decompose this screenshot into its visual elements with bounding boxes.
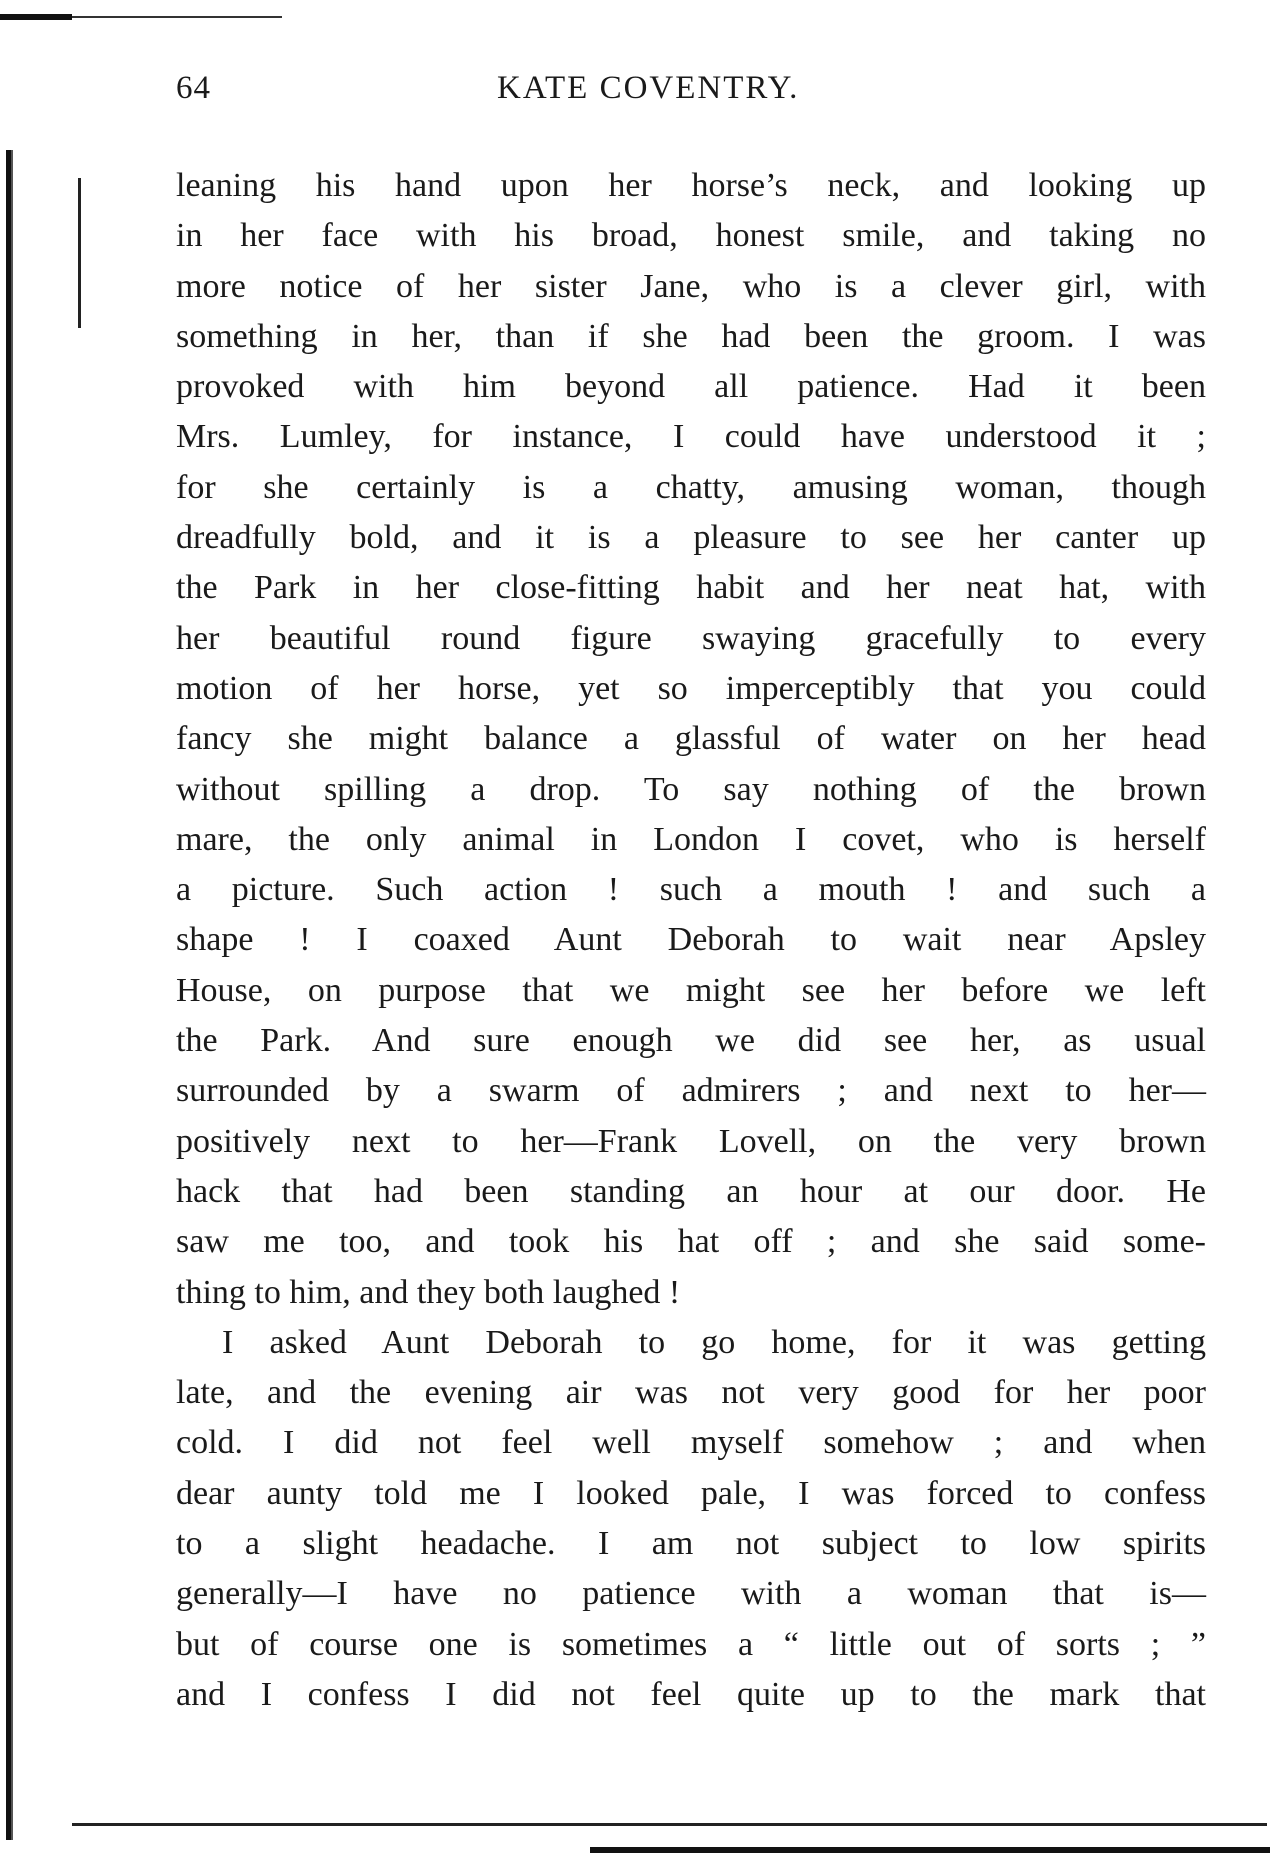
body-text: [176, 161, 1206, 1720]
text-line: without spilling a drop. To say nothing of the brown: [176, 770, 1206, 808]
text-line: motion of her horse, yet so imperceptibly that you could: [176, 669, 1206, 707]
text-line: for she certainly is a chatty, amusing woman, though: [176, 468, 1206, 506]
text-line: hack that had been standing an hour at our door. He: [176, 1172, 1206, 1210]
text-line: surrounded by a swarm of admirers ; and next to her—: [176, 1072, 1206, 1110]
text-line: in her face with his broad, honest smile, and taking no: [176, 217, 1206, 255]
text-line: a picture. Such action ! such a mouth ! and such a: [176, 871, 1206, 909]
text-line: fancy she might balance a glassful of water on her head: [176, 720, 1206, 758]
text-line: dreadfully bold, and it is a pleasure to see her canter up: [176, 519, 1206, 557]
page-number: 64: [176, 70, 211, 106]
text-line: leaning his hand upon her horse’s neck, and looking up: [176, 167, 1206, 204]
text-line: late, and the evening air was not very good for her poor: [176, 1374, 1206, 1412]
text-line: cold. I did not feel well myself somehow ; and when: [176, 1424, 1206, 1462]
paragraph-start-line: I asked Aunt Deborah to go home, for it was getting: [222, 1323, 1206, 1361]
text-line: provoked with him beyond all patience. Had it been: [176, 368, 1206, 406]
page-header: [0, 70, 1281, 120]
text-line: saw me too, and took his hat off ; and she said some-: [176, 1223, 1206, 1261]
scan-edge-line: [72, 16, 282, 18]
paragraph-end-line: thing to him, and they both laughed !: [176, 1273, 681, 1311]
text-line: more notice of her sister Jane, who is a clever girl, with: [176, 267, 1206, 305]
text-line: dear aunty told me I looked pale, I was forced to confess: [176, 1474, 1206, 1512]
scan-edge-mark: [0, 14, 72, 20]
binding-shadow: [6, 150, 16, 1840]
text-line: House, on purpose that we might see her before we left: [176, 971, 1206, 1009]
text-line: to a slight headache. I am not subject to low spirits: [176, 1525, 1206, 1563]
running-title: KATE COVENTRY.: [497, 70, 800, 106]
text-line: shape ! I coaxed Aunt Deborah to wait near Apsley: [176, 921, 1206, 959]
bottom-edge: [590, 1847, 1270, 1853]
text-line: generally—I have no patience with a woman that is—: [176, 1575, 1206, 1613]
text-line: mare, the only animal in London I covet, who is herself: [176, 820, 1206, 858]
text-line: and I confess I did not feel quite up to the mark that: [176, 1675, 1206, 1713]
text-line: positively next to her—Frank Lovell, on the very brown: [176, 1122, 1206, 1160]
binding-shadow-inner: [78, 178, 81, 328]
bottom-rule: [72, 1823, 1267, 1826]
text-line: Mrs. Lumley, for instance, I could have understood it ;: [176, 418, 1206, 456]
text-line: but of course one is sometimes a “ little out of sorts ; ”: [176, 1625, 1206, 1663]
text-line: the Park in her close-fitting habit and her neat hat, with: [176, 569, 1206, 607]
text-line: her beautiful round figure swaying gracefully to every: [176, 619, 1206, 657]
text-line: something in her, than if she had been the groom. I was: [176, 317, 1206, 355]
text-line: the Park. And sure enough we did see her, as usual: [176, 1022, 1206, 1060]
